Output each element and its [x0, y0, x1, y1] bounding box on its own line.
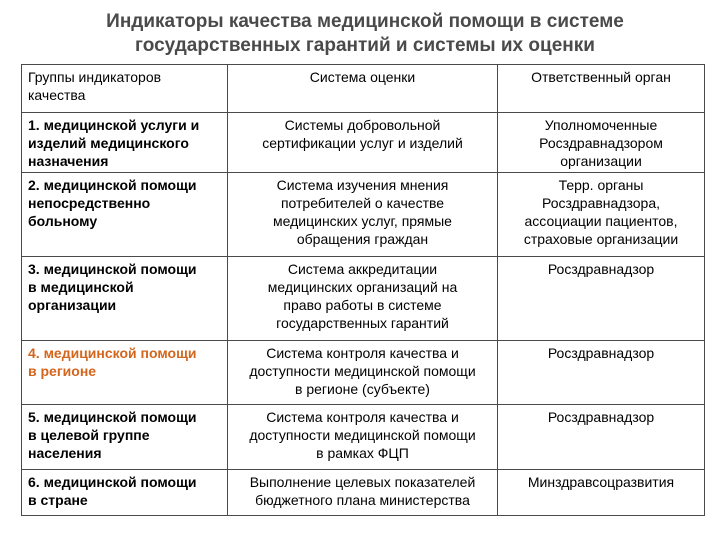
- row-group-cell: 1. медицинской услуги и изделий медицинского назначения: [22, 113, 228, 173]
- row-system-cell: Система контроля качества и доступности медицинской помощи в регионе (субъекте): [228, 341, 498, 405]
- table-row: [22, 257, 705, 341]
- row-responsible-cell: Терр. органы Росздравнадзора, ассоциации пациентов, страховые организации: [498, 173, 705, 257]
- row-system-cell: Системы добровольной сертификации услуг и изделий: [228, 113, 498, 173]
- page-title: [40, 10, 690, 58]
- row-system-cell: Система изучения мнения потребителей о качестве медицинских услуг, прямые обращения граждан: [228, 173, 498, 257]
- table-header-row: [22, 65, 705, 113]
- table-row: [22, 341, 705, 405]
- row-group-cell: 5. медицинской помощи в целевой группе населения: [22, 405, 228, 470]
- table-row: [22, 405, 705, 470]
- header-responsible: Ответственный орган: [498, 65, 705, 113]
- table-row: [22, 113, 705, 173]
- title-line-2: государственных гарантий и системы их оценки: [135, 35, 595, 56]
- table-row: [22, 173, 705, 257]
- row-responsible-cell: Уполномоченные Росздравнадзором организации: [498, 113, 705, 173]
- row-group-cell: 3. медицинской помощи в медицинской организации: [22, 257, 228, 341]
- title-line-1: Индикаторы качества медицинской помощи в системе: [106, 11, 624, 32]
- row-responsible-cell: Минздравсоцразвития: [498, 470, 705, 516]
- row-responsible-cell: Росздравнадзор: [498, 257, 705, 341]
- header-groups: Группы индикаторов качества: [22, 65, 228, 113]
- header-system: Система оценки: [228, 65, 498, 113]
- indicators-table: [21, 64, 705, 516]
- row-system-cell: Выполнение целевых показателей бюджетного плана министерства: [228, 470, 498, 516]
- row-group-cell: 2. медицинской помощи непосредственно больному: [22, 173, 228, 257]
- row-responsible-cell: Росздравнадзор: [498, 341, 705, 405]
- row-responsible-cell: Росздравнадзор: [498, 405, 705, 470]
- row-system-cell: Система аккредитации медицинских организаций на право работы в системе государственных гарантий: [228, 257, 498, 341]
- row-group-cell: 6. медицинской помощи в стране: [22, 470, 228, 516]
- row-group-cell-highlighted: 4. медицинской помощи в регионе: [22, 341, 228, 405]
- row-system-cell: Система контроля качества и доступности медицинской помощи в рамках ФЦП: [228, 405, 498, 470]
- table-row: [22, 470, 705, 516]
